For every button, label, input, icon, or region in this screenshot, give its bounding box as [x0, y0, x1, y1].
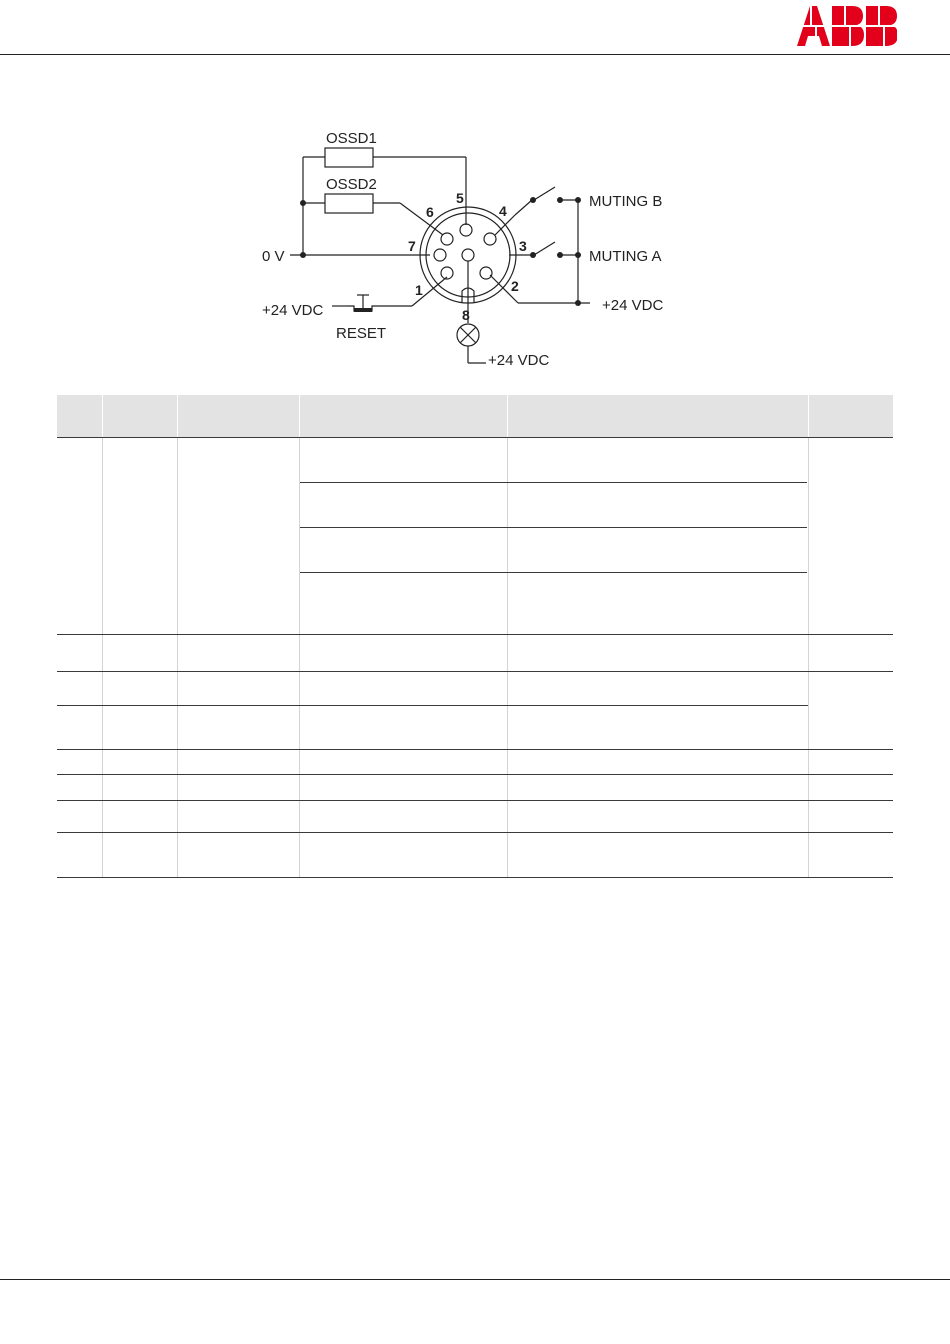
label-muting-a: MUTING A — [589, 248, 662, 265]
footer-rule — [0, 1279, 950, 1280]
label-supply-right: +24 VDC — [602, 297, 664, 314]
abb-logo — [797, 6, 897, 46]
table-row-line — [300, 527, 807, 528]
label-ossd1: OSSD1 — [326, 130, 377, 147]
label-ossd2: OSSD2 — [326, 176, 377, 193]
table-header — [57, 395, 893, 437]
table-row-line — [57, 774, 893, 775]
table-row-line — [57, 437, 893, 438]
ossd2-resistor — [325, 194, 373, 213]
pin-number-7: 7 — [408, 238, 416, 254]
table-row-line — [57, 832, 893, 833]
pin-number-8: 8 — [462, 307, 470, 323]
label-supply-lamp: +24 VDC — [488, 352, 550, 369]
pin-number-6: 6 — [426, 204, 434, 220]
connector-wiring-diagram — [250, 115, 700, 380]
pin-number-3: 3 — [519, 238, 527, 254]
label-supply-reset: +24 VDC — [262, 302, 324, 319]
label-zero-v: 0 V — [262, 248, 285, 265]
pin-number-1: 1 — [415, 282, 423, 298]
pin-number-4: 4 — [499, 203, 507, 219]
header-rule — [0, 54, 950, 55]
label-reset: RESET — [336, 325, 387, 342]
label-muting-b: MUTING B — [589, 193, 663, 210]
table-row-line — [300, 572, 807, 573]
pin-number-5: 5 — [456, 190, 464, 206]
table-row-line — [57, 705, 808, 706]
table-row-line — [57, 671, 893, 672]
table-row-line — [57, 800, 893, 801]
pin-number-2: 2 — [511, 278, 519, 294]
table-row-line — [57, 877, 893, 878]
table-row-line — [57, 749, 893, 750]
table-row-line — [57, 634, 893, 635]
table-row-line — [300, 482, 807, 483]
ossd1-resistor — [325, 148, 373, 167]
